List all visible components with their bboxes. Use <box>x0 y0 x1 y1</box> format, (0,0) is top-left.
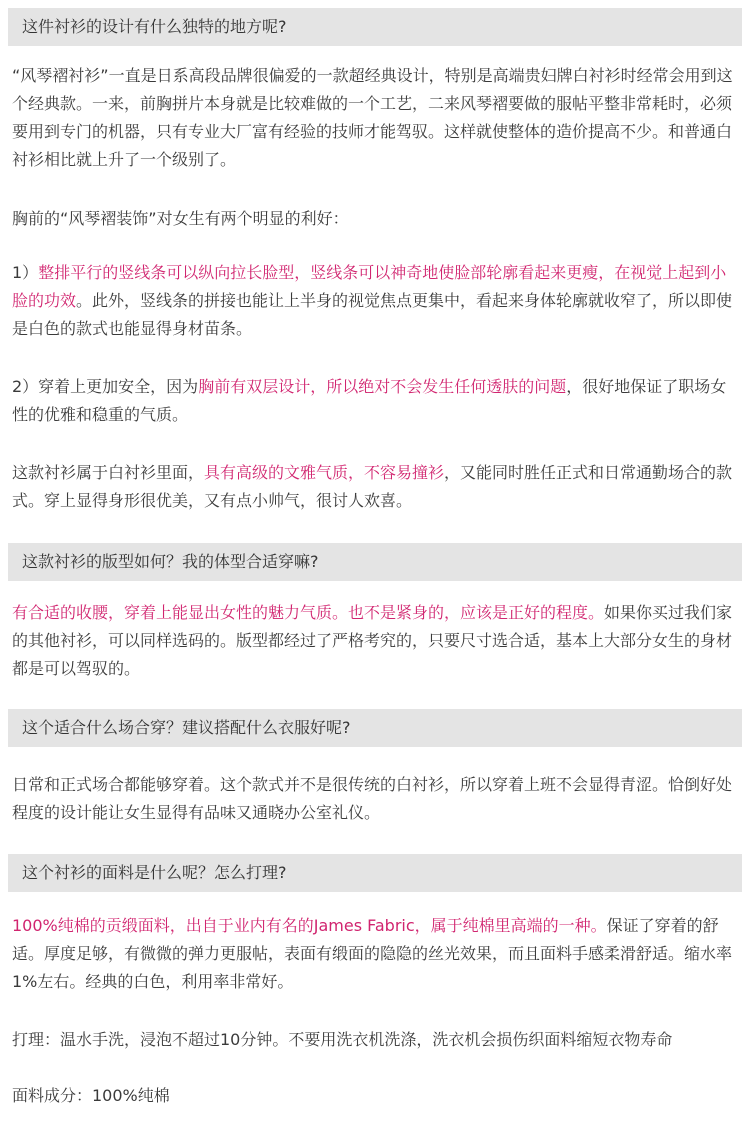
paragraph <box>12 1082 736 1110</box>
question-title: 这件衬衫的设计有什么独特的地方呢? <box>22 17 287 36</box>
text-segment: 2）穿着上更加安全，因为 <box>12 377 199 396</box>
highlighted-text: 胸前有双层设计，所以绝对不会发生任何透肤的问题 <box>198 377 567 396</box>
paragraph <box>12 459 736 515</box>
highlighted-text: 有合适的收腰，穿着上能显出女性的魅力气质。也不是紧身的，应该是正好的程度。 <box>12 603 605 622</box>
paragraph <box>12 259 736 343</box>
paragraph <box>12 912 736 996</box>
question-bar <box>8 854 742 892</box>
question-bar <box>8 543 742 581</box>
highlighted-text: 100%纯棉的贡缎面料，出自于业内有名的James Fabric，属于纯棉里高端的一种。 <box>12 916 607 935</box>
text-segment: 保证了穿着的舒适。厚度足够，有微微的弹力更服帖，表面有缎面的隐隐的丝光效果，而且面料手感柔滑舒适。缩水率1%左右。经典的白色，利用率非常好。 <box>12 916 733 991</box>
text-segment: 日常和正式场合都能够穿着。这个款式并不是很传统的白衬衫，所以穿着上班不会显得青涩。恰倒好处程度的设计能让女生显得有品味又通晓办公室礼仪。 <box>12 775 733 822</box>
text-segment: 1） <box>12 263 39 282</box>
text-segment: ，很好地保证了职场女性的优雅和稳重的气质。 <box>12 377 727 424</box>
question-bar <box>8 8 742 46</box>
paragraph <box>12 599 736 683</box>
highlighted-text: 具有高级的文雅气质，不容易撞衫 <box>204 463 445 482</box>
paragraph <box>12 771 736 827</box>
text-segment: ，又能同时胜任正式和日常通勤场合的款式。穿上显得身形很优美，又有点小帅气，很讨人欢喜。 <box>12 463 733 510</box>
question-title: 这款衬衫的版型如何？我的体型合适穿嘛? <box>22 552 319 571</box>
text-segment: 打理：温水手洗，浸泡不超过10分钟。不要用洗衣机洗涤，洗衣机会损伤织面料缩短衣物寿命 <box>12 1030 673 1049</box>
highlighted-text: 整排平行的竖线条可以纵向拉长脸型，竖线条可以神奇地使脸部轮廓看起来更瘦，在视觉上起到小脸的功效 <box>12 263 727 310</box>
text-segment: 这款衬衫属于白衬衫里面， <box>12 463 205 482</box>
text-segment: 胸前的“风琴褶装饰”对女生有两个明显的利好： <box>12 209 349 228</box>
paragraph <box>12 62 736 174</box>
question-title: 这个衬衫的面料是什么呢？怎么打理? <box>22 863 287 882</box>
text-segment: “风琴褶衬衫”一直是日系高段品牌很偏爱的一款超经典设计，特别是高端贵妇牌白衬衫时经常会用到这个经典款。一来，前胸拼片本身就是比较难做的一个工艺，二来风琴褶要做的服帖平整非常耗时，必须要用到专门的机器，只有专业大厂富有经验的技师才能驾驭。这样就使整体的造价提高不少。和普通白衬衫相比就上升了一个级别了。 <box>12 66 733 169</box>
paragraph <box>12 373 736 429</box>
question-title: 这个适合什么场合穿？建议搭配什么衣服好呢? <box>22 718 351 737</box>
text-segment: 如果你买过我们家的其他衬衫，可以同样选码的。版型都经过了严格考究的，只要尺寸选合适，基本上大部分女生的身材都是可以驾驭的。 <box>12 603 733 678</box>
paragraph <box>12 1026 736 1054</box>
text-segment: 面料成分：100%纯棉 <box>12 1086 170 1105</box>
paragraph <box>12 205 736 233</box>
question-bar <box>8 709 742 747</box>
text-segment: 。此外，竖线条的拼接也能让上半身的视觉焦点更集中，看起来身体轮廓就收窄了，所以即使是白色的款式也能显得身材苗条。 <box>12 291 733 338</box>
